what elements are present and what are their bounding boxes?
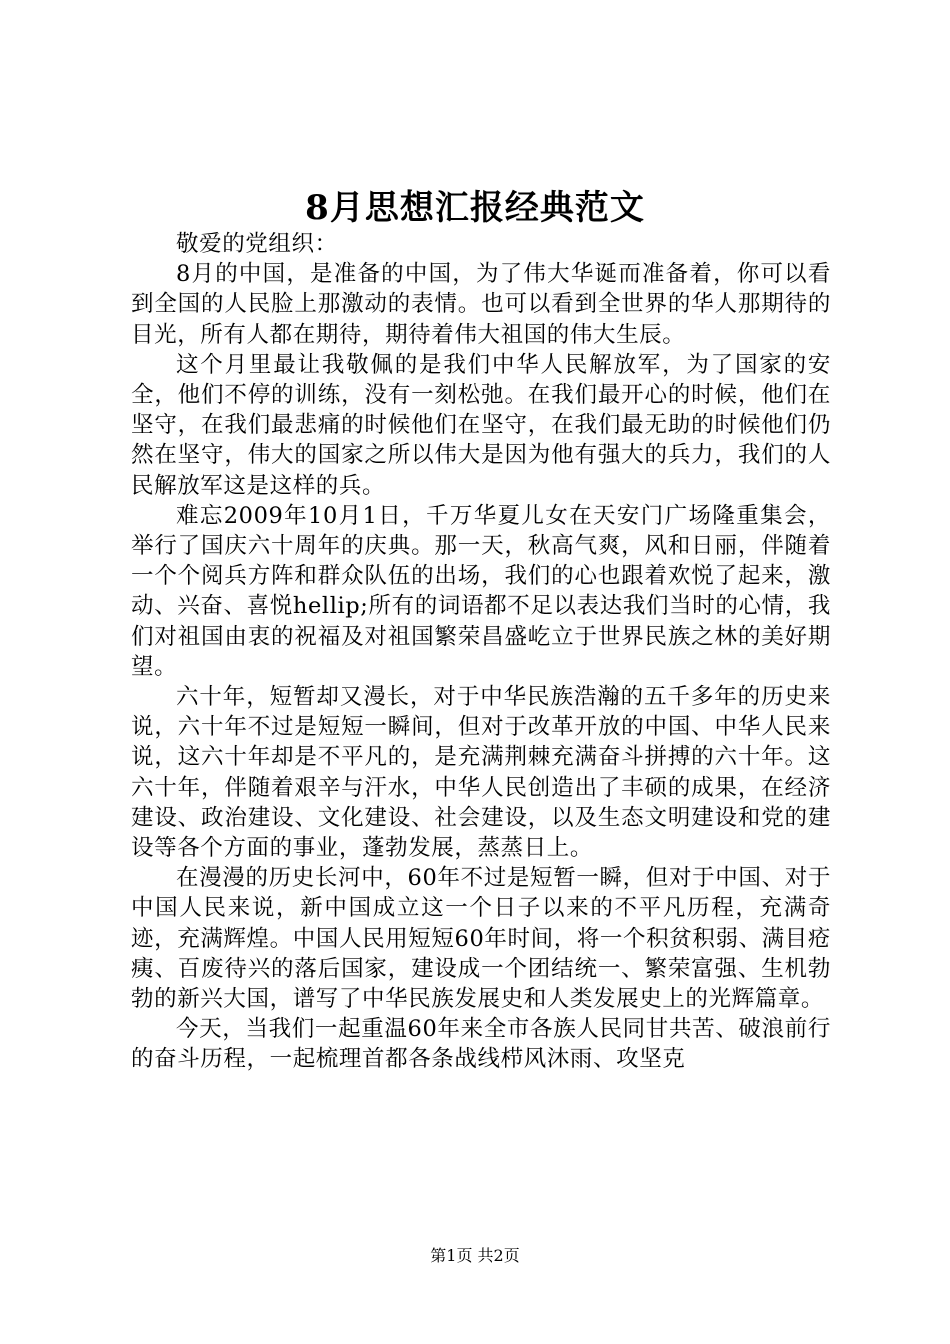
document-title: 8月思想汇报经典范文 bbox=[305, 188, 645, 228]
page-footer: 第1页 共2页 bbox=[430, 1246, 520, 1265]
paragraph-3: 难忘2009年10月1日，千万华夏儿女在天安门广场隆重集会，举行了国庆六十周年的庆典。那一天，秋高气爽，风和日丽，伴随着一个个阅兵方阵和群众队伍的出场，我们的心也跟着欢悦了起来，激动、兴奋、喜悦hellip;所有的词语都不足以表达我们当时的心情，我们对祖国由衷的祝福及对祖国繁荣昌盛屹立于世界民族之林的美好期望。 bbox=[131, 502, 831, 680]
paragraph-5: 在漫漫的历史长河中，60年不过是短暂一瞬，但对于中国、对于中国人民来说，新中国成立这一个日子以来的不平凡历程，充满奇迹，充满辉煌。中国人民用短短60年时间，将一个积贫积弱、满目疮痍、百废待兴的落后国家，建设成一个团结统一、繁荣富强、生机勃勃的新兴大国，谱写了中华民族发展史和人类发展史上的光辉篇章。 bbox=[131, 865, 831, 1013]
document-body bbox=[131, 229, 831, 1075]
paragraph-1: 8月的中国，是准备的中国，为了伟大华诞而准备着，你可以看到全国的人民脸上那激动的表情。也可以看到全世界的华人那期待的目光，所有人都在期待，期待着伟大祖国的伟大生辰。 bbox=[131, 261, 831, 348]
paragraph-4: 六十年，短暂却又漫长，对于中华民族浩瀚的五千多年的历史来说，六十年不过是短短一瞬间，但对于改革开放的中国、中华人民来说，这六十年却是不平凡的，是充满荆棘充满奋斗拼搏的六十年。这六十年，伴随着艰辛与汗水，中华人民创造出了丰硕的成果，在经济建设、政治建设、文化建设、社会建设，以及生态文明建设和党的建设等各个方面的事业，蓬勃发展，蒸蒸日上。 bbox=[131, 684, 831, 862]
paragraph-6: 今天，当我们一起重温60年来全市各族人民同甘共苦、破浪前行的奋斗历程，一起梳理首都各条战线栉风沐雨、攻坚克 bbox=[131, 1016, 831, 1073]
greeting-line: 敬爱的党组织： bbox=[176, 231, 338, 257]
paragraph-2: 这个月里最让我敬佩的是我们中华人民解放军，为了国家的安全，他们不停的训练，没有一刻松弛。在我们最开心的时候，他们在坚守，在我们最悲痛的时候他们在坚守，在我们最无助的时候他们仍然在坚守，伟大的国家之所以伟大是因为他有强大的兵力，我们的人民解放军这是这样的兵。 bbox=[131, 351, 831, 499]
